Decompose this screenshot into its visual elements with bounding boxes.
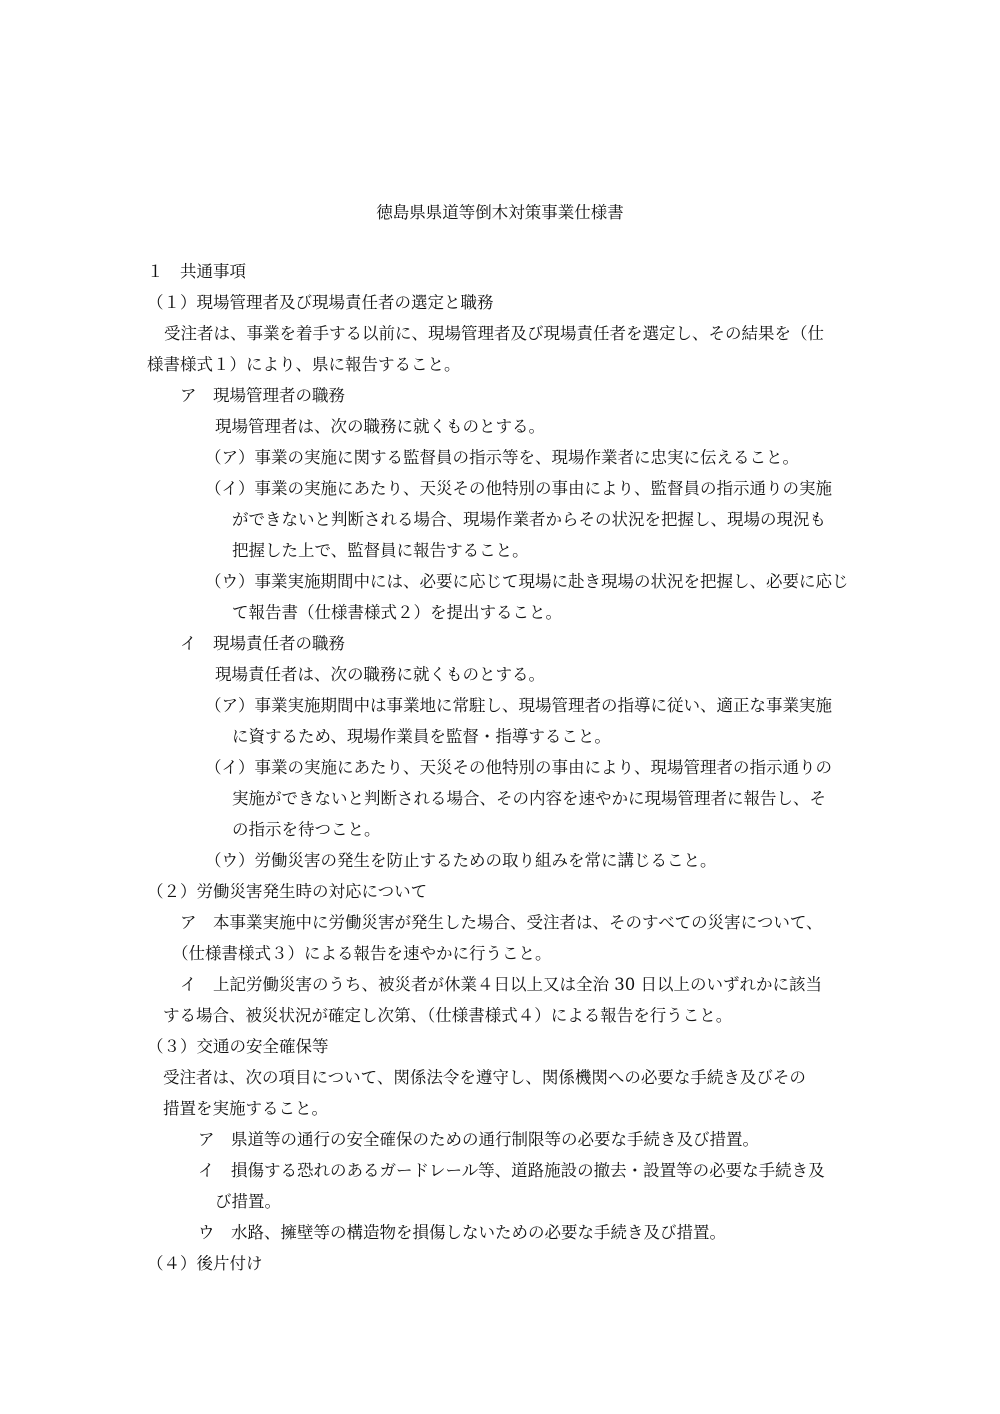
paragraph-line: 措置を実施すること。 xyxy=(163,1099,328,1118)
list-item-continuation: ができないと判断される場合、現場作業者からその状況を把握し、現場の現況も xyxy=(232,510,826,529)
item-line: ア 県道等の通行の安全確保のための通行制限等の必要な手続き及び措置。 xyxy=(198,1130,759,1149)
subsection-heading: （１）現場管理者及び現場責任者の選定と職務 xyxy=(147,293,494,312)
subsection-heading: （４）後片付け xyxy=(147,1254,263,1273)
list-item: （ウ）事業実施期間中には、必要に応じて現場に赴き現場の状況を把握し、必要に応じ xyxy=(205,572,849,591)
paragraph-line: 現場責任者は、次の職務に就くものとする。 xyxy=(215,665,545,684)
list-item: （イ）事業の実施にあたり、天災その他特別の事由により、監督員の指示通りの実施 xyxy=(205,479,832,498)
list-item: （ウ）労働災害の発生を防止するための取り組みを常に講じること。 xyxy=(205,851,717,870)
item-line-continuation: （仕様書様式３）による報告を速やかに行うこと。 xyxy=(172,944,552,963)
item-line-continuation: する場合、被災状況が確定し次第、（仕様書様式４）による報告を行うこと。 xyxy=(163,1006,733,1025)
document-title: 徳島県県道等倒木対策事業仕様書 xyxy=(376,203,624,222)
item-line: イ 上記労働災害のうち、被災者が休業４日以上又は全治 30 日以上のいずれかに該当 xyxy=(180,975,822,994)
list-item: （イ）事業の実施にあたり、天災その他特別の事由により、現場管理者の指示通りの xyxy=(205,758,832,777)
paragraph-line: 現場管理者は、次の職務に就くものとする。 xyxy=(215,417,545,436)
subsection-heading: （２）労働災害発生時の対応について xyxy=(147,882,428,901)
list-item: （ア）事業実施期間中は事業地に常駐し、現場管理者の指導に従い、適正な事業実施 xyxy=(205,696,832,715)
list-item-continuation: 実施ができないと判断される場合、その内容を速やかに現場管理者に報告し、そ xyxy=(232,789,826,808)
item-line: ア 本事業実施中に労働災害が発生した場合、受注者は、そのすべての災害について、 xyxy=(180,913,823,932)
item-line: ウ 水路、擁壁等の構造物を損傷しないための必要な手続き及び措置。 xyxy=(198,1223,726,1242)
section-heading: １ 共通事項 xyxy=(147,262,246,281)
subsection-heading: （３）交通の安全確保等 xyxy=(147,1037,329,1056)
list-item-continuation: の指示を待つこと。 xyxy=(232,820,381,839)
list-item-continuation: 把握した上で、監督員に報告すること。 xyxy=(232,541,529,560)
list-item-continuation: て報告書（仕様書様式２）を提出すること。 xyxy=(232,603,562,622)
paragraph-line: 受注者は、次の項目について、関係法令を遵守し、関係機関への必要な手続き及びその xyxy=(163,1068,806,1087)
list-item: （ア）事業の実施に関する監督員の指示等を、現場作業者に忠実に伝えること。 xyxy=(205,448,799,467)
paragraph-line: 様書様式１）により、県に報告すること。 xyxy=(147,355,461,374)
item-heading: イ 現場責任者の職務 xyxy=(180,634,345,653)
paragraph-line: 受注者は、事業を着手する以前に、現場管理者及び現場責任者を選定し、その結果を（仕 xyxy=(164,324,824,343)
item-line: イ 損傷する恐れのあるガードレール等、道路施設の撤去・設置等の必要な手続き及 xyxy=(198,1161,825,1180)
list-item-continuation: に資するため、現場作業員を監督・指導すること。 xyxy=(232,727,611,746)
item-heading: ア 現場管理者の職務 xyxy=(180,386,345,405)
item-line-continuation: び措置。 xyxy=(215,1192,281,1211)
